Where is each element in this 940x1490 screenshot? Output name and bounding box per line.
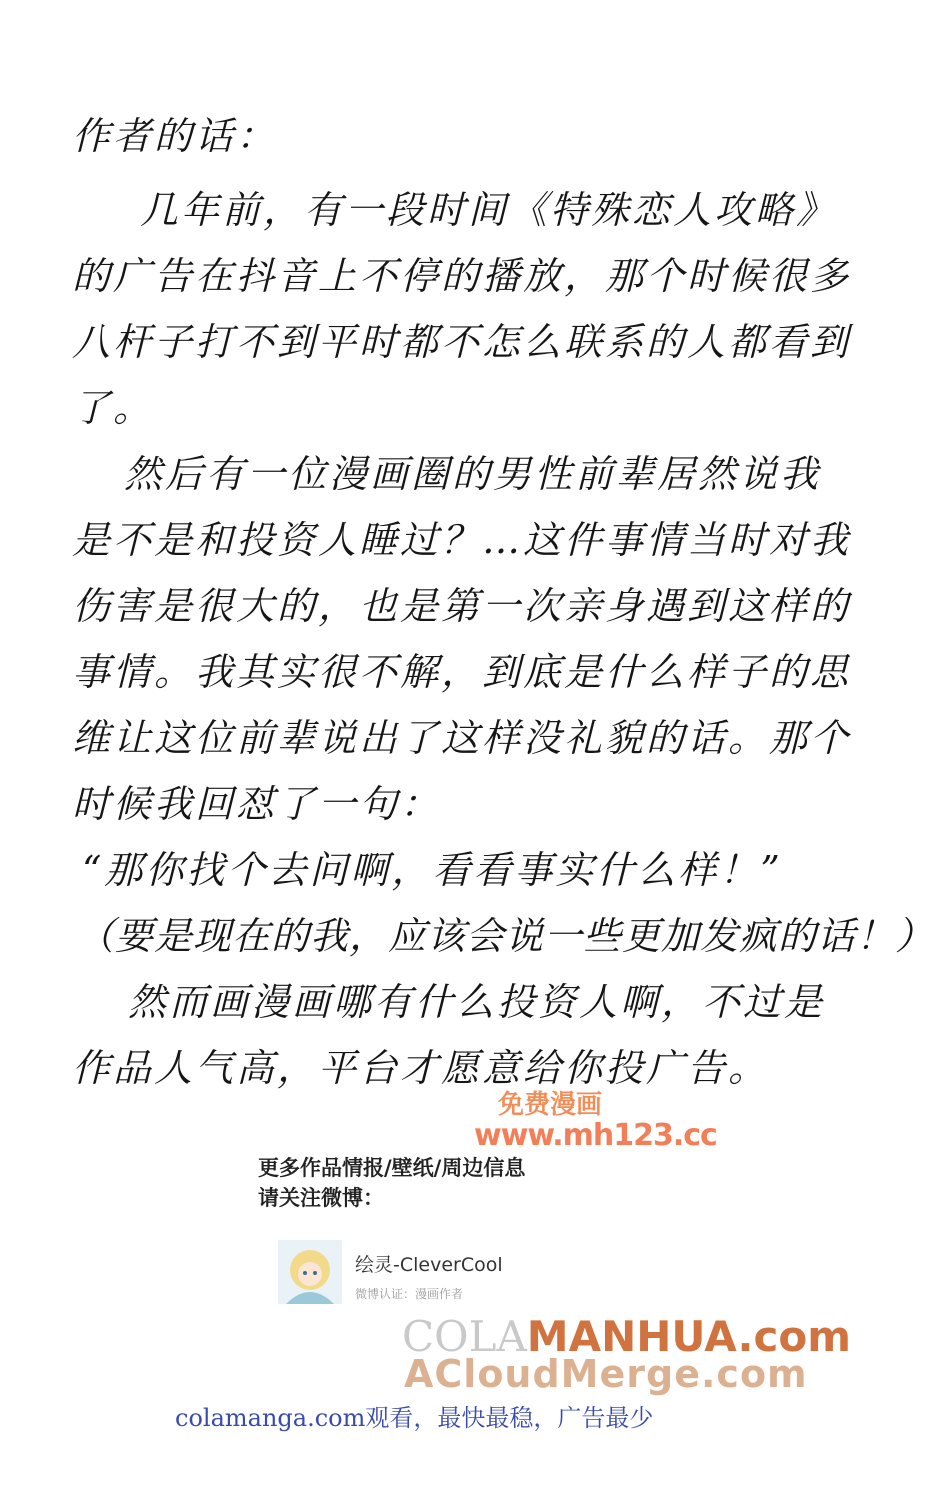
note-line: 的广告在抖音上不停的播放，那个时候很多 xyxy=(72,254,852,298)
note-heading: 作者的话： xyxy=(72,114,278,158)
watermark-url: www.mh123.cc xyxy=(474,1118,717,1153)
weibo-name: 绘灵-CleverCool xyxy=(355,1254,503,1276)
note-line: 几年前，有一段时间《特殊恋人攻略》 xyxy=(140,188,838,232)
note-line: 然后有一位漫画圈的男性前辈居然说我 xyxy=(124,452,822,496)
note-line: 了。 xyxy=(72,386,155,430)
brand-cola-part2: MANHUA.com xyxy=(526,1312,851,1361)
note-quote: “那你找个去问啊，看看事实什么样！” xyxy=(82,848,783,892)
weibo-cert: 微博认证：漫画作者 xyxy=(355,1287,464,1301)
note-line: 伤害是很大的，也是第一次亲身遇到这样的 xyxy=(72,584,852,628)
note-aside: （要是现在的我，应该会说一些更加发疯的话！） xyxy=(76,914,935,958)
note-line: 时候我回怼了一句： xyxy=(72,782,442,826)
note-line: 是不是和投资人睡过？…这件事情当时对我 xyxy=(72,518,852,562)
note-line: 维让这位前辈说出了这样没礼貌的话。那个 xyxy=(72,716,852,760)
brand-cola-part1: COLA xyxy=(402,1312,527,1361)
info-line-2: 请关注微博： xyxy=(258,1186,384,1210)
note-line: 然而画漫画哪有什么投资人啊，不过是 xyxy=(128,980,826,1024)
footer-link[interactable]: colamanga.com观看，最快最稳，广告最少 xyxy=(175,1404,654,1432)
brand-acloud: ACloudMerge.com xyxy=(404,1352,808,1396)
note-line: 事情。我其实很不解，到底是什么样子的思 xyxy=(72,650,852,694)
info-line-1: 更多作品情报/壁纸/周边信息 xyxy=(258,1156,526,1180)
note-line: 八杆子打不到平时都不怎么联系的人都看到 xyxy=(72,320,852,364)
watermark-cn: 免费漫画 xyxy=(498,1090,603,1120)
note-line: 作品人气高，平台才愿意给你投广告。 xyxy=(72,1046,770,1090)
avatar xyxy=(278,1240,342,1304)
